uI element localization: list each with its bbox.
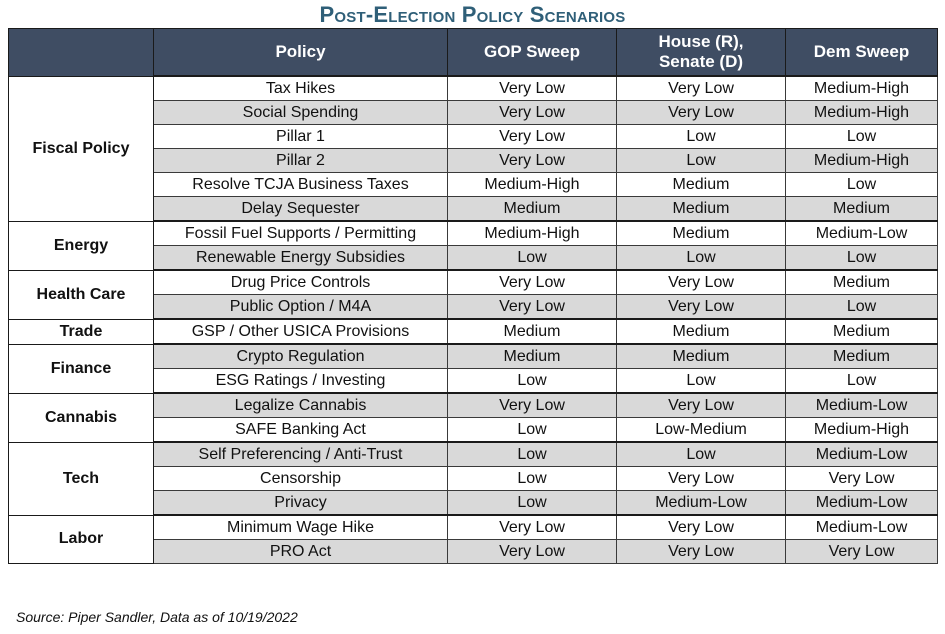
policy-cell: Pillar 1 [154,125,448,149]
header-dem-sweep: Dem Sweep [786,29,938,77]
gop-sweep-cell: Very Low [448,515,617,540]
policy-cell: Drug Price Controls [154,270,448,295]
category-label: Cannabis [9,393,154,442]
dem-sweep-cell: Medium-High [786,418,938,443]
gop-sweep-cell: Very Low [448,270,617,295]
dem-sweep-cell: Low [786,369,938,394]
gop-sweep-cell: Low [448,418,617,443]
house-r-senate-d-cell: Low [617,246,786,271]
gop-sweep-cell: Low [448,369,617,394]
category-label: Health Care [9,270,154,319]
category-label: Energy [9,221,154,270]
table-row [9,344,938,369]
dem-sweep-cell: Medium-Low [786,515,938,540]
house-r-senate-d-cell: Very Low [617,540,786,564]
dem-sweep-cell: Medium-Low [786,221,938,246]
dem-sweep-cell: Low [786,246,938,271]
gop-sweep-cell: Very Low [448,125,617,149]
gop-sweep-cell: Very Low [448,295,617,320]
policy-cell: Public Option / M4A [154,295,448,320]
policy-cell: Censorship [154,467,448,491]
header-category [9,29,154,77]
table-row [9,76,938,101]
house-r-senate-d-cell: Very Low [617,101,786,125]
dem-sweep-cell: Medium [786,344,938,369]
house-r-senate-d-cell: Low [617,149,786,173]
house-r-senate-d-cell: Low-Medium [617,418,786,443]
dem-sweep-cell: Medium-Low [786,491,938,516]
house-r-senate-d-cell: Low [617,369,786,394]
policy-cell: Delay Sequester [154,197,448,222]
house-r-senate-d-cell: Medium [617,173,786,197]
house-r-senate-d-cell: Low [617,442,786,467]
dem-sweep-cell: Medium [786,197,938,222]
policy-cell: GSP / Other USICA Provisions [154,319,448,344]
dem-sweep-cell: Medium-Low [786,393,938,418]
house-r-senate-d-cell: Low [617,125,786,149]
category-label: Tech [9,442,154,515]
policy-cell: Self Preferencing / Anti-Trust [154,442,448,467]
dem-sweep-cell: Low [786,295,938,320]
house-r-senate-d-cell: Very Low [617,515,786,540]
house-r-senate-d-cell: Very Low [617,393,786,418]
policy-cell: Minimum Wage Hike [154,515,448,540]
policy-cell: PRO Act [154,540,448,564]
gop-sweep-cell: Medium-High [448,221,617,246]
header-gop-sweep: GOP Sweep [448,29,617,77]
category-label: Labor [9,515,154,564]
policy-cell: Privacy [154,491,448,516]
policy-cell: Social Spending [154,101,448,125]
table-row [9,270,938,295]
dem-sweep-cell: Low [786,173,938,197]
table-row [9,442,938,467]
gop-sweep-cell: Low [448,442,617,467]
house-r-senate-d-cell: Medium [617,221,786,246]
dem-sweep-cell: Medium-High [786,76,938,101]
header-house-r-senate-d: House (R), Senate (D) [617,29,786,77]
gop-sweep-cell: Very Low [448,149,617,173]
category-label: Fiscal Policy [9,76,154,221]
page-title: Post-Election Policy Scenarios [319,2,626,27]
table-row [9,515,938,540]
policy-cell: ESG Ratings / Investing [154,369,448,394]
house-r-senate-d-cell: Medium [617,319,786,344]
dem-sweep-cell: Medium [786,319,938,344]
gop-sweep-cell: Very Low [448,101,617,125]
house-r-senate-d-cell: Very Low [617,467,786,491]
category-label: Trade [9,319,154,344]
gop-sweep-cell: Very Low [448,393,617,418]
header-policy: Policy [154,29,448,77]
policy-cell: Resolve TCJA Business Taxes [154,173,448,197]
gop-sweep-cell: Very Low [448,540,617,564]
house-r-senate-d-cell: Medium [617,197,786,222]
policy-cell: Fossil Fuel Supports / Permitting [154,221,448,246]
table-body [9,76,938,564]
dem-sweep-cell: Medium-High [786,149,938,173]
dem-sweep-cell: Low [786,125,938,149]
gop-sweep-cell: Very Low [448,76,617,101]
dem-sweep-cell: Very Low [786,467,938,491]
gop-sweep-cell: Low [448,491,617,516]
gop-sweep-cell: Low [448,246,617,271]
policy-cell: Tax Hikes [154,76,448,101]
dem-sweep-cell: Medium-High [786,101,938,125]
dem-sweep-cell: Medium-Low [786,442,938,467]
dem-sweep-cell: Very Low [786,540,938,564]
table-row [9,393,938,418]
gop-sweep-cell: Medium [448,197,617,222]
gop-sweep-cell: Medium [448,344,617,369]
policy-cell: Renewable Energy Subsidies [154,246,448,271]
source-note: Source: Piper Sandler, Data as of 10/19/2022 [16,609,298,625]
house-r-senate-d-cell: Very Low [617,295,786,320]
table-row [9,221,938,246]
policy-cell: Crypto Regulation [154,344,448,369]
policy-cell: Legalize Cannabis [154,393,448,418]
house-r-senate-d-cell: Very Low [617,270,786,295]
dem-sweep-cell: Medium [786,270,938,295]
gop-sweep-cell: Medium [448,319,617,344]
table-row [9,319,938,344]
policy-scenarios-table [8,28,938,564]
header-row [9,29,938,77]
house-r-senate-d-cell: Very Low [617,76,786,101]
gop-sweep-cell: Low [448,467,617,491]
gop-sweep-cell: Medium-High [448,173,617,197]
category-label: Finance [9,344,154,393]
house-r-senate-d-cell: Medium [617,344,786,369]
policy-cell: SAFE Banking Act [154,418,448,443]
house-r-senate-d-cell: Medium-Low [617,491,786,516]
policy-cell: Pillar 2 [154,149,448,173]
